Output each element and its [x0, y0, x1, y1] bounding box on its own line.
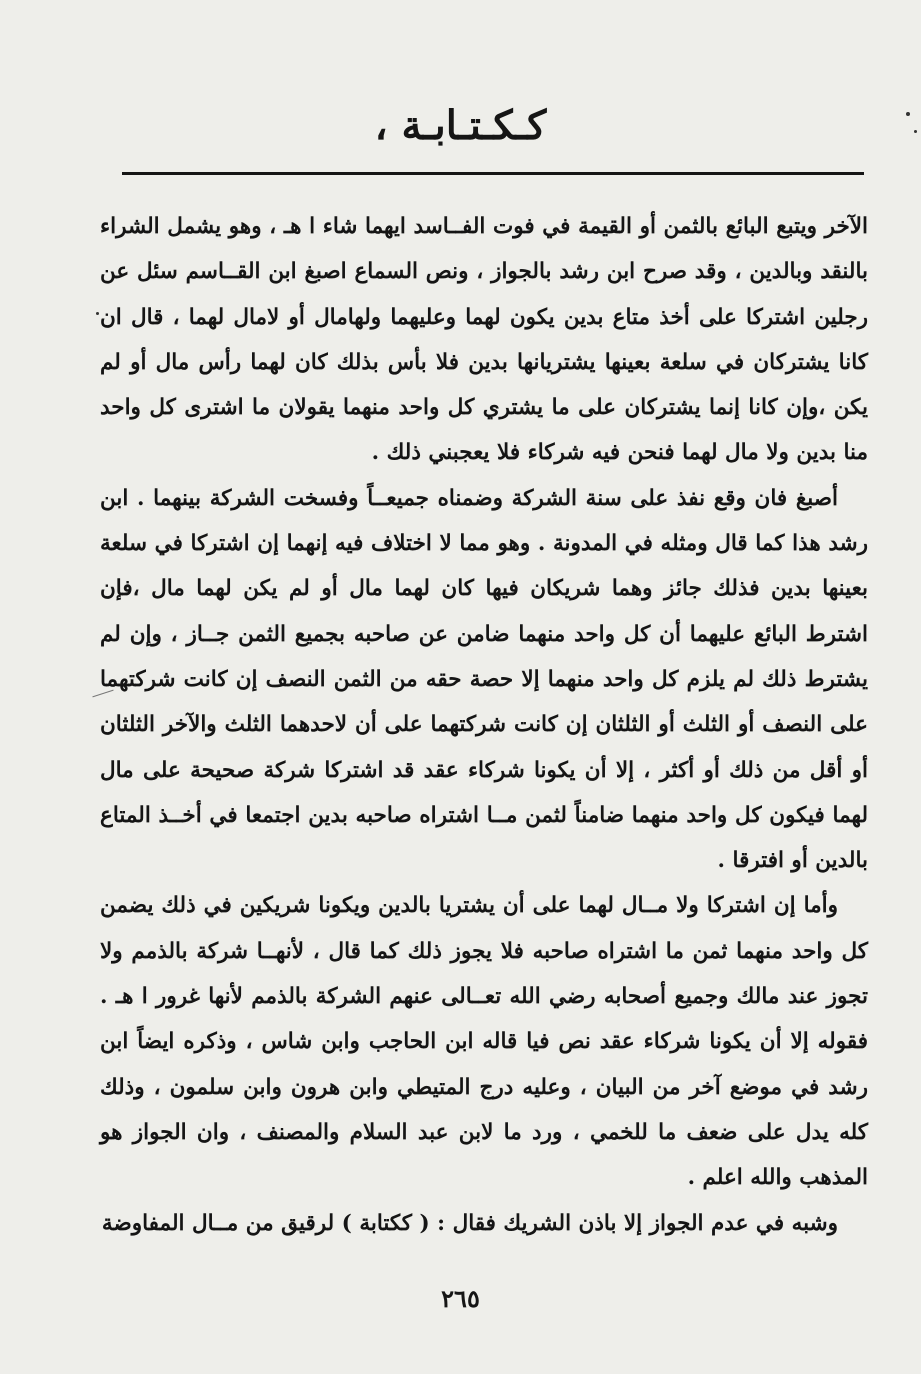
scan-speck [96, 312, 99, 315]
header-rule [122, 172, 864, 175]
main-text [100, 204, 868, 1246]
running-title: كـكـتـابـة ، [374, 102, 547, 149]
scan-speck [906, 112, 910, 116]
paragraph: الآخر ويتبع البائع بالثمن أو القيمة في فوت الفــاسد ايهما شاء ا هـ ، وهو يشمل الشراء بالنقد وبالدين ، وقد صرح ابن رشد بالجواز ، ونص السماع اصبغ ابن القــاسم سئل عن رجلين اشتركا على أخذ متاع بدين يكون لهما وعليهما ولهامال أو لامال لهما ، قال ان كانا يشتركان في سلعة بعينها يشتريانها بدين فلا بأس بذلك كان لهما رأس مال أو لم يكن ،وإن كانا إنما يشتركان على ما يشتري كل واحد منهما يقولان ما اشترى كل واحد منا بدين ولا مال لهما فنحن فيه شركاء فلا يعجبني ذلك . [100, 214, 868, 466]
scan-speck [914, 130, 917, 133]
page-number: ٢٦٥ [441, 1284, 480, 1313]
paragraph: وأما إن اشتركا ولا مــال لهما على أن يشتريا بالدين ويكونا شريكين في ذلك يضمن كل واحد منهما ثمن ما اشتراه صاحبه فلا يجوز ذلك كما قال ، لأنهــا شركة بالذمم ولا تجوز عند مالك وجميع أصحابه رضي الله تعــالى عنهم الشركة بالذمم لأنها غرور ا هـ . فقوله إلا أن يكونا شركاء عقد نص فيا قاله ابن الحاجب وابن شاس ، وذكره ايضاً ابن رشد في موضع آخر من البيان ، وعليه درج المتيطي وابن هرون وابن سلمون ، وذلك كله يدل على ضعف ما للخمي ، ورد ما لابن عبد السلام والمصنف ، وان الجواز هو المذهب والله اعلم . [100, 893, 868, 1191]
paragraph: أصبغ فان وقع نفذ على سنة الشركة وضمناه جميعــاً وفسخت الشركة بينهما . ابن رشد هذا كما قال ومثله في المدونة . وهو مما لا اختلاف فيه إنهما إن اشتركا في سلعة بعينها بدين فذلك جائز وهما شريكان فيها كان لهما مال أو لم يكن لهما مال ،فإن اشترط البائع عليهما أن كل واحد منهما ضامن عن صاحبه بجميع الثمن جــاز ، وإن لم يشترط ذلك لم يلزم كل واحد منهما إلا حصة حقه من الثمن النصف إن كانت شركتهما على النصف أو الثلث أو الثلثان إن كانت شركتهما على أن لاحدهما الثلث والآخر الثلثان أو أقل من ذلك أو أكثر ، إلا أن يكونا شركاء عقد قد اشتركا شركة صحيحة على مال لهما فيكون كل واحد منهما ضامناً لثمن مــا اشتراه صاحبه بدين اجتمعا في أخــذ المتاع بالدين أو افترقا . [100, 485, 868, 874]
paragraph: وشبه في عدم الجواز إلا باذن الشريك فقال : ( ككتابة ) لرقيق من مــال المفاوضة [101, 1210, 838, 1236]
